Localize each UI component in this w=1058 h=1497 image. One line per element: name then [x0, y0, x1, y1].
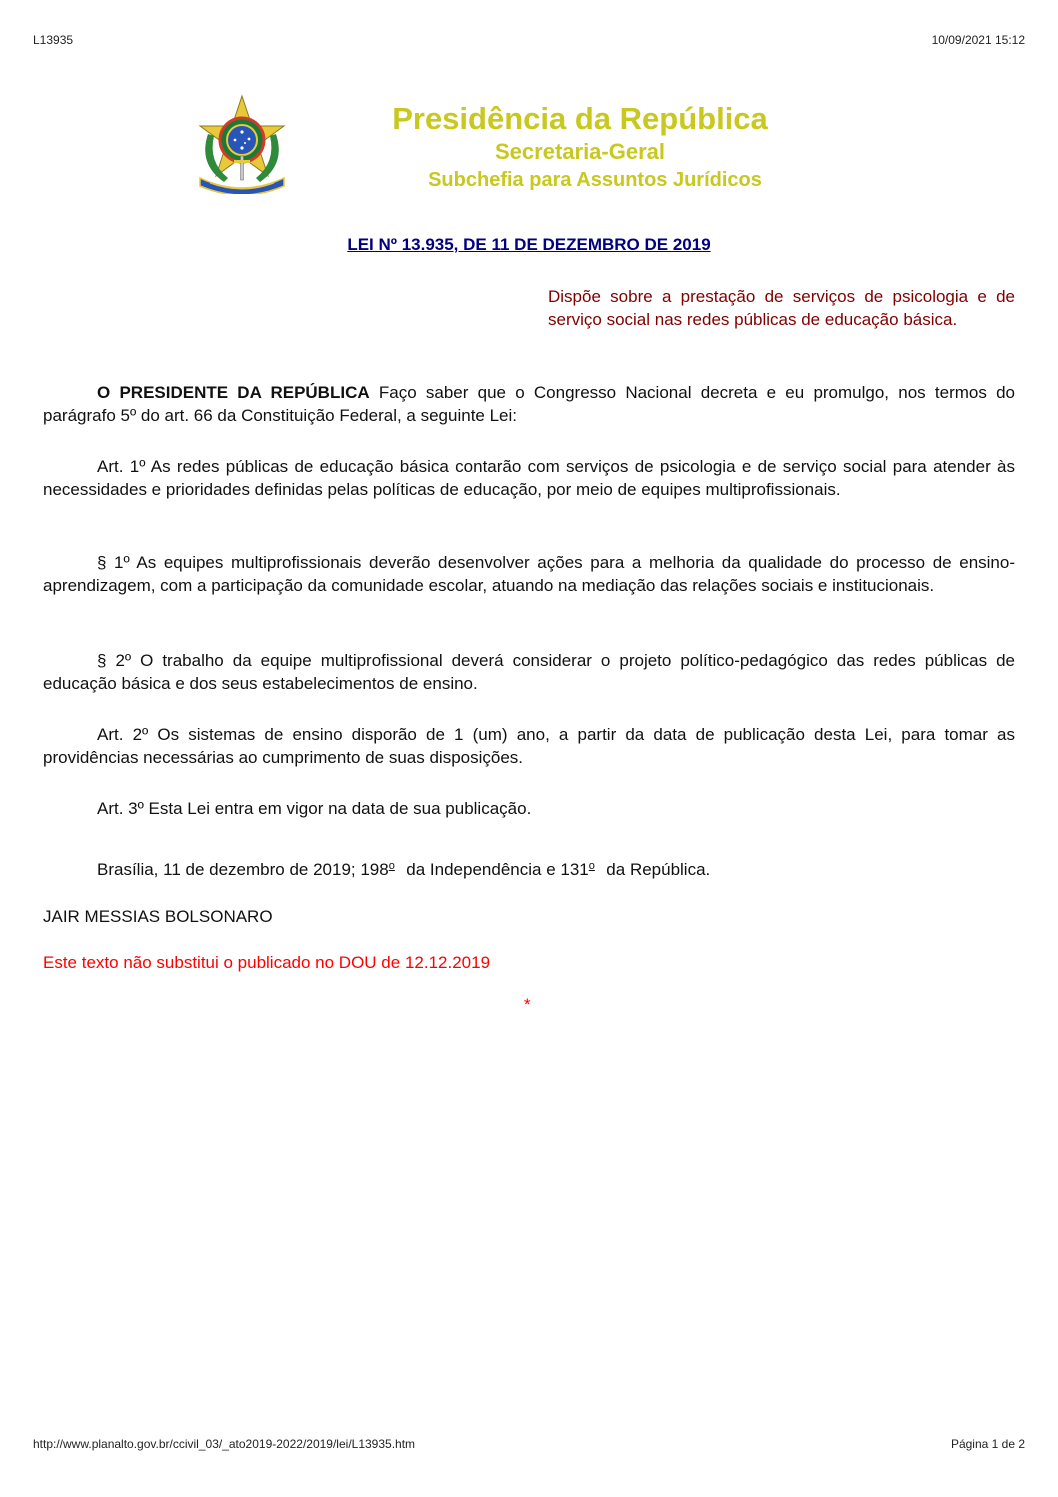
article-3-text: Art. 3º Esta Lei entra em vigor na data de sua publicação.	[97, 799, 532, 818]
closing-part-3: da República.	[596, 860, 711, 879]
asterisk-mark: *	[524, 995, 531, 1014]
article-2-text: Art. 2º Os sistemas de ensino disporão de 1 (um) ano, a partir da data de publicação desta Lei, para tomar as providências necessárias ao cumprimento de suas disposições.	[43, 725, 1015, 767]
closing-part-2: da Independência e 131	[396, 860, 589, 879]
paragraph-1	[43, 551, 1015, 597]
dou-notice: Este texto não substitui o publicado no DOU de 12.12.2019	[43, 953, 491, 972]
signature: JAIR MESSIAS BOLSONARO	[43, 907, 273, 926]
print-footer-page-number: Página 1 de 2	[950, 1437, 1025, 1451]
print-header-page-name: L13935	[33, 33, 74, 47]
article-3	[43, 797, 1015, 820]
print-footer-url: http://www.planalto.gov.br/ccivil_03/_ato2019-2022/2019/lei/L13935.htm	[33, 1437, 416, 1451]
closing-part-1: Brasília, 11 de dezembro de 2019; 198	[97, 860, 389, 879]
law-title	[0, 235, 1058, 255]
masthead-title: Presidência da República	[392, 101, 768, 136]
closing-ordinal-2: o	[588, 860, 595, 872]
print-header-datetime: 10/09/2021 15:12	[931, 33, 1025, 47]
paragraph-1-text: § 1º As equipes multiprofissionais deverão desenvolver ações para a melhoria da qualidade do processo de ensino-aprendizagem, com a participação da comunidade escolar, atuando na mediação das relações sociais e institucionais.	[43, 553, 1015, 595]
article-1-text: Art. 1º As redes públicas de educação básica contarão com serviços de psicologia e de serviço social para atender às necessidades e prioridades definidas pelas políticas de educação, por meio de equipes multiprofissionais.	[43, 457, 1015, 499]
article-1	[43, 455, 1015, 501]
paragraph-2	[43, 649, 1015, 695]
law-title-link[interactable]: LEI Nº 13.935, DE 11 DE DEZEMBRO DE 2019	[347, 235, 711, 254]
ementa: Dispõe sobre a prestação de serviços de psicologia e de serviço social nas redes públicas de educação básica.	[548, 287, 1015, 329]
article-2	[43, 723, 1015, 769]
masthead	[300, 100, 860, 194]
preamble-text: Faço saber que o Congresso Nacional decreta e eu promulgo, nos termos do parágrafo 5º do art. 66 da Constituição Federal, a seguinte Lei:	[43, 383, 1015, 425]
preamble-lead: O PRESIDENTE DA REPÚBLICA	[97, 383, 370, 402]
preamble	[43, 381, 1015, 427]
brazil-coat-of-arms-icon	[194, 94, 290, 194]
closing-ordinal-1: o	[388, 860, 395, 872]
closing-line	[43, 855, 1015, 881]
masthead-subtitle: Secretaria-Geral	[495, 139, 665, 164]
masthead-division: Subchefia para Assuntos Jurídicos	[428, 169, 762, 191]
paragraph-2-text: § 2º O trabalho da equipe multiprofissional deverá considerar o projeto político-pedagógico das redes públicas de educação básica e dos seus estabelecimentos de ensino.	[43, 651, 1015, 693]
